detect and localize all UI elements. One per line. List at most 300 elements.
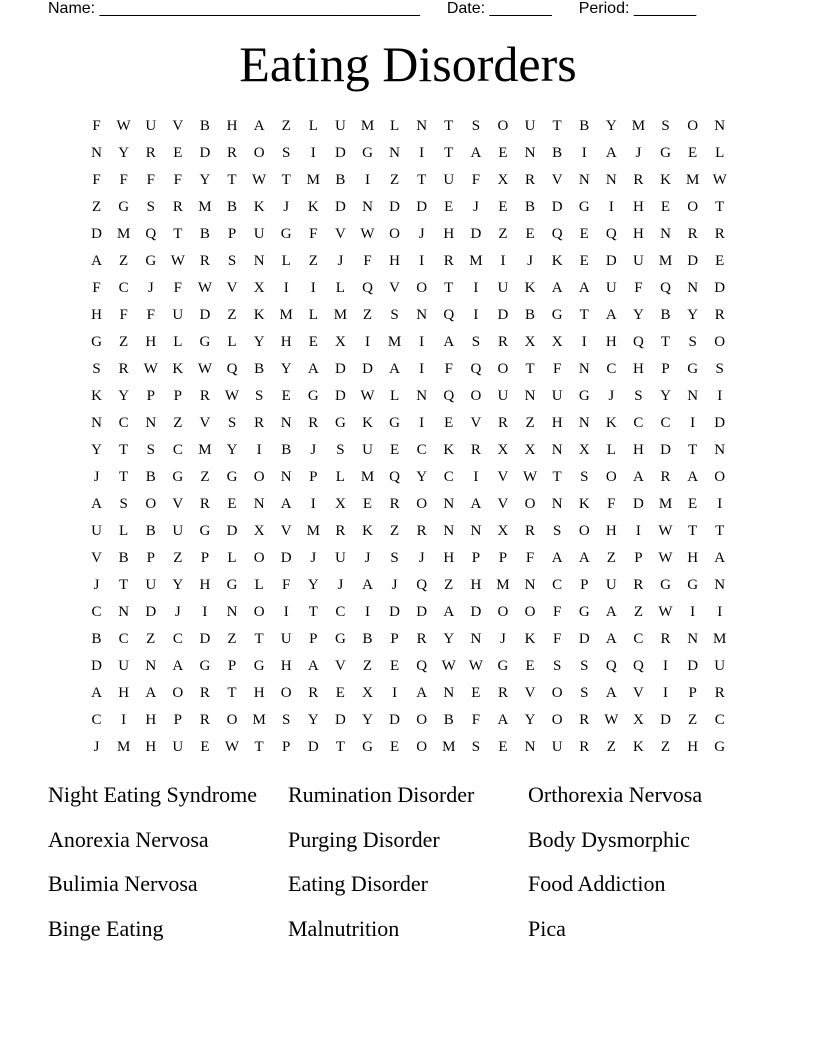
grid-letter: Q bbox=[605, 658, 617, 674]
grid-letter: T bbox=[254, 631, 264, 647]
grid-letter: T bbox=[173, 226, 183, 242]
grid-letter: S bbox=[254, 388, 264, 404]
grid-letter: T bbox=[579, 307, 589, 323]
grid-letter: Y bbox=[91, 442, 102, 458]
grid-letter: W bbox=[170, 253, 185, 269]
grid-letter: N bbox=[416, 307, 428, 323]
grid-letter: M bbox=[116, 226, 131, 242]
grid-letter: F bbox=[146, 307, 155, 323]
grid-letter: F bbox=[444, 361, 453, 377]
grid-letter: W bbox=[522, 469, 538, 485]
grid-letter: H bbox=[199, 577, 211, 593]
grid-letter: M bbox=[333, 307, 348, 323]
date-field-label: Date: _______ bbox=[446, 0, 552, 17]
grid-letter: D bbox=[389, 604, 400, 620]
grid-letter: R bbox=[687, 226, 698, 242]
grid-letter: R bbox=[335, 523, 346, 539]
grid-letter: Y bbox=[362, 712, 373, 728]
grid-letter: F bbox=[634, 280, 643, 296]
grid-letter: S bbox=[471, 334, 481, 350]
grid-letter: A bbox=[633, 469, 644, 485]
grid-letter: U bbox=[633, 253, 644, 269]
grid-letter: B bbox=[335, 172, 346, 188]
grid-letter: Q bbox=[226, 361, 238, 377]
grid-letter: P bbox=[173, 388, 182, 404]
grid-letter: D bbox=[199, 631, 211, 647]
grid-letter: Z bbox=[525, 415, 535, 431]
grid-letter: W bbox=[197, 361, 212, 377]
grid-letter: R bbox=[308, 685, 319, 701]
grid-letter: K bbox=[443, 442, 455, 458]
grid-letter: E bbox=[579, 226, 589, 242]
grid-letter: S bbox=[119, 496, 128, 512]
grid-letter: P bbox=[661, 361, 670, 377]
grid-letter: O bbox=[470, 388, 482, 404]
grid-letter: Y bbox=[687, 307, 699, 323]
grid-letter: T bbox=[660, 334, 671, 350]
grid-letter: J bbox=[527, 253, 533, 269]
grid-letter: I bbox=[717, 388, 723, 404]
grid-row bbox=[83, 734, 733, 761]
grid-letter: L bbox=[173, 334, 183, 350]
grid-letter: K bbox=[172, 361, 184, 377]
grid-letter: C bbox=[118, 280, 129, 296]
grid-letter: R bbox=[199, 253, 210, 269]
grid-letter: Z bbox=[227, 631, 237, 647]
grid-letter: O bbox=[416, 496, 428, 512]
grid-letter: J bbox=[93, 577, 100, 593]
grid-letter: P bbox=[282, 739, 291, 755]
grid-letter: S bbox=[634, 388, 643, 404]
grid-letter: X bbox=[551, 334, 563, 350]
grid-letter: W bbox=[658, 604, 673, 620]
grid-letter: K bbox=[578, 496, 590, 512]
grid-letter: F bbox=[471, 172, 481, 188]
grid-letter: E bbox=[660, 199, 671, 215]
grid-letter: H bbox=[253, 685, 265, 701]
grid-letter: F bbox=[119, 172, 128, 188]
grid-letter: J bbox=[147, 280, 154, 296]
grid-letter: J bbox=[364, 550, 371, 566]
grid-letter: H bbox=[443, 226, 455, 242]
grid-letter: Z bbox=[389, 523, 400, 539]
grid-letter: Y bbox=[524, 712, 536, 728]
grid-letter: F bbox=[363, 253, 372, 269]
grid-letter: M bbox=[116, 739, 131, 755]
grid-letter: B bbox=[227, 199, 238, 215]
grid-letter: N bbox=[578, 415, 590, 431]
grid-letter: I bbox=[717, 496, 723, 512]
word-bank-item: Malnutrition bbox=[288, 916, 400, 942]
grid-letter: G bbox=[551, 307, 563, 323]
grid-letter: U bbox=[253, 226, 265, 242]
grid-letter: O bbox=[497, 118, 509, 134]
grid-letter: K bbox=[633, 739, 644, 755]
grid-letter: A bbox=[91, 253, 102, 269]
grid-letter: D bbox=[334, 199, 346, 215]
grid-letter: G bbox=[578, 199, 590, 215]
grid-letter: R bbox=[497, 685, 508, 701]
grid-letter: X bbox=[524, 334, 536, 350]
grid-letter: H bbox=[91, 307, 102, 323]
grid-letter: G bbox=[307, 388, 319, 404]
grid-letter: R bbox=[497, 334, 508, 350]
grid-letter: A bbox=[362, 577, 373, 593]
grid-letter: F bbox=[525, 550, 535, 566]
grid-letter: D bbox=[226, 523, 238, 539]
grid-letter: S bbox=[471, 118, 481, 134]
grid-letter: X bbox=[497, 172, 509, 188]
grid-letter: O bbox=[687, 118, 699, 134]
grid-letter: F bbox=[282, 577, 291, 593]
grid-letter: R bbox=[199, 712, 210, 728]
grid-letter: E bbox=[362, 496, 373, 512]
grid-letter: Z bbox=[362, 658, 373, 674]
grid-letter: U bbox=[91, 523, 102, 539]
grid-letter: E bbox=[688, 145, 698, 161]
grid-letter: A bbox=[280, 496, 292, 512]
grid-letter: R bbox=[199, 496, 210, 512]
grid-row bbox=[83, 707, 733, 734]
grid-letter: Z bbox=[173, 415, 183, 431]
grid-letter: A bbox=[605, 145, 617, 161]
grid-letter: R bbox=[118, 361, 129, 377]
grid-letter: I bbox=[364, 604, 370, 620]
grid-letter: N bbox=[714, 442, 726, 458]
grid-letter: F bbox=[471, 712, 481, 728]
grid-row bbox=[83, 410, 733, 437]
grid-row bbox=[83, 140, 733, 167]
grid-letter: I bbox=[663, 685, 669, 701]
grid-letter: R bbox=[145, 145, 156, 161]
grid-letter: T bbox=[119, 442, 129, 458]
grid-letter: P bbox=[309, 631, 318, 647]
grid-letter: R bbox=[633, 577, 644, 593]
grid-letter: S bbox=[715, 361, 724, 377]
grid-letter: C bbox=[660, 415, 671, 431]
grid-letter: B bbox=[118, 550, 129, 566]
grid-letter: I bbox=[473, 469, 479, 485]
grid-letter: T bbox=[715, 199, 725, 215]
grid-letter: G bbox=[199, 658, 211, 674]
grid-letter: X bbox=[253, 523, 265, 539]
grid-letter: S bbox=[390, 550, 399, 566]
grid-letter: W bbox=[360, 388, 375, 404]
grid-letter: A bbox=[416, 685, 428, 701]
grid-letter: T bbox=[308, 604, 318, 620]
grid-letter: V bbox=[199, 415, 211, 431]
grid-letter: N bbox=[470, 523, 482, 539]
word-bank-item: Food Addiction bbox=[528, 871, 666, 897]
period-field-label: Period: _______ bbox=[578, 0, 697, 17]
grid-letter: D bbox=[334, 361, 346, 377]
grid-letter: E bbox=[173, 145, 183, 161]
grid-row bbox=[83, 221, 733, 248]
grid-letter: D bbox=[497, 307, 509, 323]
grid-letter: F bbox=[552, 361, 562, 377]
grid-letter: W bbox=[360, 226, 375, 242]
grid-letter: N bbox=[578, 172, 590, 188]
grid-letter: R bbox=[579, 712, 590, 728]
grid-letter: I bbox=[419, 334, 425, 350]
grid-letter: H bbox=[145, 334, 157, 350]
grid-letter: T bbox=[444, 280, 454, 296]
grid-letter: N bbox=[280, 469, 292, 485]
grid-letter: W bbox=[658, 523, 673, 539]
grid-letter: P bbox=[498, 550, 508, 566]
grid-letter: N bbox=[714, 577, 726, 593]
grid-letter: V bbox=[334, 226, 346, 242]
grid-letter: U bbox=[172, 739, 184, 755]
grid-letter: N bbox=[470, 631, 482, 647]
grid-letter: O bbox=[253, 550, 265, 566]
grid-letter: Z bbox=[146, 631, 156, 647]
grid-letter: S bbox=[580, 658, 589, 674]
grid-letter: Z bbox=[281, 118, 291, 134]
grid-letter: N bbox=[687, 280, 699, 296]
grid-letter: E bbox=[579, 253, 589, 269]
grid-letter: R bbox=[660, 469, 671, 485]
grid-letter: T bbox=[254, 739, 264, 755]
word-bank-item: Body Dysmorphic bbox=[528, 826, 690, 852]
grid-letter: K bbox=[253, 307, 265, 323]
grid-letter: J bbox=[337, 253, 344, 269]
grid-letter: M bbox=[198, 199, 212, 215]
grid-letter: A bbox=[145, 685, 157, 701]
grid-letter: T bbox=[227, 685, 237, 701]
grid-letter: M bbox=[685, 172, 700, 188]
grid-letter: J bbox=[500, 631, 506, 647]
grid-letter: G bbox=[145, 253, 157, 269]
grid-letter: S bbox=[227, 415, 237, 431]
grid-letter: O bbox=[497, 604, 509, 620]
grid-letter: R bbox=[308, 415, 319, 431]
grid-letter: E bbox=[444, 199, 454, 215]
grid-letter: L bbox=[715, 145, 725, 161]
grid-letter: B bbox=[579, 118, 590, 134]
grid-letter: N bbox=[226, 604, 238, 620]
grid-letter: G bbox=[118, 199, 130, 215]
grid-row bbox=[83, 680, 733, 707]
grid-letter: P bbox=[634, 550, 643, 566]
grid-letter: N bbox=[551, 496, 563, 512]
grid-letter: F bbox=[173, 280, 182, 296]
grid-letter: E bbox=[389, 658, 400, 674]
grid-letter: N bbox=[416, 388, 428, 404]
grid-letter: J bbox=[608, 388, 615, 404]
grid-letter: M bbox=[496, 577, 510, 593]
grid-letter: B bbox=[362, 631, 373, 647]
grid-letter: G bbox=[172, 469, 184, 485]
grid-letter: O bbox=[605, 469, 617, 485]
grid-letter: K bbox=[307, 199, 319, 215]
grid-letter: M bbox=[360, 469, 375, 485]
grid-letter: A bbox=[470, 496, 482, 512]
grid-letter: G bbox=[687, 577, 699, 593]
grid-letter: Y bbox=[633, 307, 644, 323]
grid-letter: N bbox=[660, 226, 671, 242]
grid-letter: U bbox=[497, 388, 509, 404]
grid-letter: E bbox=[308, 334, 318, 350]
grid-letter: R bbox=[416, 523, 427, 539]
grid-letter: S bbox=[661, 118, 670, 134]
grid-letter: A bbox=[307, 658, 319, 674]
page-title: Eating Disorders bbox=[239, 36, 577, 92]
grid-letter: I bbox=[419, 145, 425, 161]
grid-letter: N bbox=[578, 361, 590, 377]
grid-letter: F bbox=[146, 172, 155, 188]
grid-letter: K bbox=[362, 415, 373, 431]
grid-letter: T bbox=[688, 523, 698, 539]
grid-letter: N bbox=[362, 199, 373, 215]
grid-letter: L bbox=[389, 118, 400, 134]
grid-letter: I bbox=[256, 442, 262, 458]
grid-letter: Y bbox=[443, 631, 455, 647]
grid-letter: W bbox=[712, 172, 727, 188]
grid-letter: C bbox=[172, 442, 183, 458]
grid-letter: N bbox=[687, 631, 699, 647]
grid-letter: Y bbox=[307, 577, 319, 593]
grid-letter: O bbox=[524, 496, 536, 512]
grid-letter: G bbox=[226, 469, 238, 485]
grid-letter: P bbox=[390, 631, 399, 647]
grid-letter: I bbox=[364, 172, 370, 188]
grid-letter: G bbox=[687, 361, 699, 377]
grid-letter: E bbox=[471, 685, 481, 701]
grid-letter: S bbox=[146, 199, 155, 215]
grid-letter: N bbox=[145, 415, 157, 431]
grid-letter: I bbox=[581, 145, 587, 161]
grid-letter: I bbox=[364, 334, 370, 350]
grid-letter: K bbox=[253, 199, 265, 215]
grid-letter: E bbox=[389, 442, 400, 458]
grid-letter: Y bbox=[605, 118, 617, 134]
grid-letter: A bbox=[443, 334, 455, 350]
grid-letter: N bbox=[524, 388, 536, 404]
grid-letter: M bbox=[713, 631, 727, 647]
grid-letter: M bbox=[469, 253, 483, 269]
grid-letter: W bbox=[658, 550, 673, 566]
grid-letter: X bbox=[334, 496, 346, 512]
grid-letter: H bbox=[443, 550, 455, 566]
grid-letter: D bbox=[416, 199, 428, 215]
grid-letter: F bbox=[92, 280, 101, 296]
grid-letter: Z bbox=[362, 307, 373, 323]
grid-letter: V bbox=[172, 118, 184, 134]
grid-letter: Q bbox=[443, 388, 455, 404]
grid-letter: Y bbox=[226, 442, 238, 458]
grid-letter: N bbox=[253, 496, 265, 512]
grid-letter: D bbox=[551, 199, 563, 215]
grid-letter: A bbox=[172, 658, 184, 674]
word-bank-item: Orthorexia Nervosa bbox=[528, 782, 703, 807]
grid-letter: P bbox=[173, 712, 182, 728]
grid-letter: H bbox=[280, 334, 292, 350]
grid-letter: Q bbox=[416, 577, 428, 593]
grid-letter: R bbox=[389, 496, 400, 512]
grid-letter: L bbox=[308, 307, 318, 323]
grid-letter: C bbox=[118, 631, 129, 647]
grid-letter: H bbox=[145, 739, 157, 755]
grid-letter: O bbox=[416, 280, 428, 296]
grid-letter: X bbox=[497, 442, 509, 458]
grid-letter: U bbox=[524, 118, 536, 134]
grid-letter: H bbox=[551, 415, 563, 431]
grid-row bbox=[83, 356, 733, 383]
grid-letter: W bbox=[224, 388, 240, 404]
grid-letter: J bbox=[93, 469, 100, 485]
grid-letter: N bbox=[91, 415, 102, 431]
grid-letter: B bbox=[525, 199, 536, 215]
grid-letter: V bbox=[334, 658, 346, 674]
grid-letter: A bbox=[605, 685, 617, 701]
grid-letter: U bbox=[145, 577, 157, 593]
grid-letter: I bbox=[121, 712, 127, 728]
grid-letter: I bbox=[419, 415, 425, 431]
grid-letter: S bbox=[552, 523, 562, 539]
grid-letter: D bbox=[199, 307, 211, 323]
worksheet-header bbox=[48, 0, 748, 20]
grid-letter: V bbox=[91, 550, 102, 566]
grid-letter: Z bbox=[119, 334, 129, 350]
grid-letter: Z bbox=[173, 550, 183, 566]
grid-letter: C bbox=[91, 712, 102, 728]
grid-letter: N bbox=[416, 118, 428, 134]
grid-letter: O bbox=[172, 685, 184, 701]
grid-letter: R bbox=[172, 199, 183, 215]
grid-letter: P bbox=[146, 388, 155, 404]
grid-letter: N bbox=[280, 415, 292, 431]
grid-letter: E bbox=[389, 739, 400, 755]
grid-letter: V bbox=[633, 685, 644, 701]
grid-letter: C bbox=[335, 604, 346, 620]
grid-letter: O bbox=[253, 469, 265, 485]
grid-letter: D bbox=[687, 658, 699, 674]
grid-letter: N bbox=[605, 172, 617, 188]
grid-letter: I bbox=[283, 604, 289, 620]
grid-letter: Z bbox=[633, 604, 643, 620]
grid-letter: R bbox=[525, 523, 536, 539]
grid-letter: J bbox=[391, 577, 398, 593]
grid-letter: K bbox=[660, 172, 671, 188]
grid-letter: B bbox=[199, 118, 210, 134]
grid-letter: U bbox=[605, 280, 617, 296]
grid-letter: O bbox=[253, 145, 265, 161]
grid-letter: L bbox=[227, 550, 237, 566]
grid-letter: S bbox=[146, 442, 155, 458]
word-bank-item: Purging Disorder bbox=[288, 826, 440, 852]
grid-letter: E bbox=[498, 199, 508, 215]
grid-letter: Q bbox=[605, 226, 617, 242]
grid-letter: O bbox=[714, 469, 726, 485]
grid-letter: S bbox=[282, 712, 291, 728]
grid-letter: O bbox=[416, 712, 428, 728]
grid-letter: Z bbox=[688, 712, 698, 728]
grid-letter: S bbox=[688, 334, 697, 350]
grid-letter: D bbox=[334, 145, 346, 161]
grid-row bbox=[83, 275, 733, 302]
grid-letter: M bbox=[306, 523, 320, 539]
grid-letter: R bbox=[227, 145, 238, 161]
grid-letter: W bbox=[468, 658, 483, 674]
grid-letter: H bbox=[280, 658, 292, 674]
grid-letter: B bbox=[443, 712, 454, 728]
grid-letter: S bbox=[580, 469, 589, 485]
grid-letter: L bbox=[227, 334, 237, 350]
grid-letter: C bbox=[91, 604, 102, 620]
grid-letter: E bbox=[688, 496, 698, 512]
grid-letter: A bbox=[605, 604, 617, 620]
